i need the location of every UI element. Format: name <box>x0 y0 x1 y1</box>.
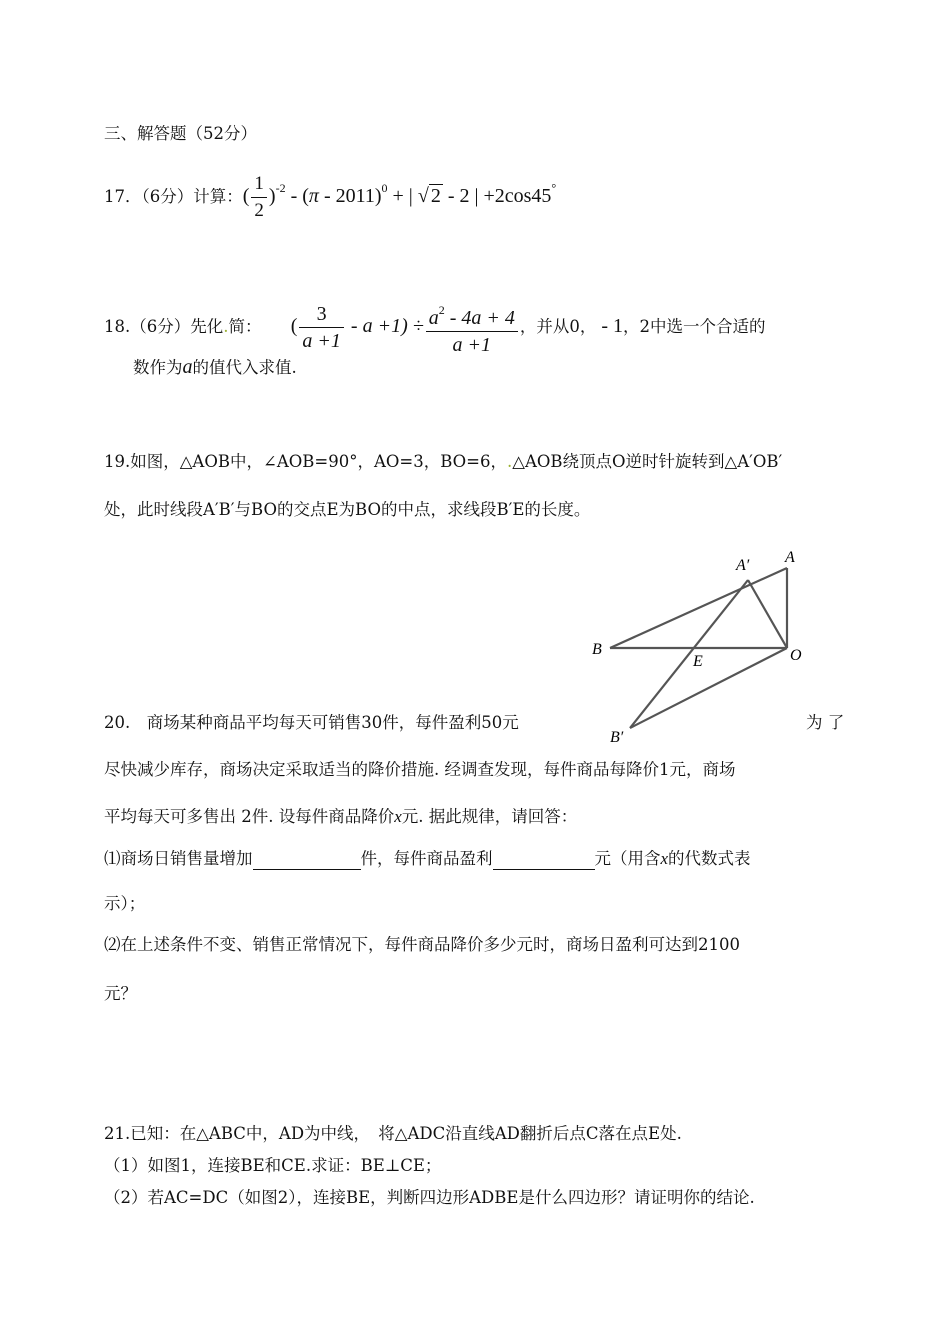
question-17 <box>104 171 556 224</box>
q17-abs-open: + | <box>387 185 418 208</box>
q20-p1-a: ⑴商场日销售量增加 <box>104 849 253 868</box>
answer-blank-profit-per-item[interactable] <box>493 849 595 870</box>
q18-num-rest: - 4a + 4 <box>444 307 515 329</box>
q18-frac1-den: a +1 <box>299 327 344 354</box>
q18-num-square: 2 <box>438 303 445 317</box>
q18-frac2-den: a +1 <box>426 331 518 358</box>
q18-var-a: a <box>182 356 193 378</box>
q18-frac1-num: 3 <box>316 303 327 325</box>
q17-cos: - 2 | +2cos45 <box>442 185 552 208</box>
q18-line2-b: 的值代入求值. <box>192 358 297 377</box>
q17-sqrt2: 2 <box>430 185 441 208</box>
q20-p1-var-x: x <box>660 849 669 868</box>
segment-Aprime-Bprime <box>630 580 748 728</box>
label-A-prime: A′ <box>736 557 750 574</box>
q18-num-a: a <box>428 307 439 329</box>
q20-line3-a: 平均每天可多售出 2件. 设每件商品降价 <box>104 807 395 826</box>
segment-A-B <box>610 568 787 648</box>
question-19-line1: 19.如图，△AOB中，∠AOB=90°，AO=3，BO=6，.△AOB绕顶点O逆时针旋转到△A′OB′ <box>104 452 783 471</box>
q18-line2-a: 数作为 <box>133 358 183 377</box>
label-O: O <box>790 647 802 664</box>
q18-after: ，并从0， <box>519 317 597 337</box>
q18-lparen: ( <box>290 315 298 338</box>
question-20-line1: 20. 商场某种商品平均每天可销售30件，每件盈利50元 <box>104 713 519 732</box>
section-title: 三、解答题（52分） <box>104 124 257 143</box>
q19-line1-b: △AOB绕顶点O逆时针旋转到△A′OB′ <box>512 452 783 471</box>
question-20-part1-end: 示）； <box>104 894 146 913</box>
question-20-part2-end: 元？ <box>104 984 137 1003</box>
q17-exp-zero: 0 <box>381 181 388 196</box>
rotation-figure <box>580 540 820 750</box>
question-21-part2: （2）若AC=DC（如图2），连接BE，判断四边形ADBE是什么四边形？请证明你的结论. <box>104 1188 755 1207</box>
question-20-line2: 尽快减少库存，商场决定采取适当的降价措施. 经调查发现，每件商品每降价1元，商场 <box>104 760 736 779</box>
q20-line3-b: 元. 据此规律，请回答： <box>401 807 578 826</box>
question-20-line1-end: 为 了 <box>806 713 845 732</box>
question-21-part1: （1）如图1，连接BE和CE.求证：BE⊥CE； <box>104 1156 442 1175</box>
q18-expression <box>290 303 520 356</box>
q17-expression: ( $\frac{1}{2}$ )$^{-2}$ - (π - 2011)$^0$ + | √ 2 - 2 | +2cos45° <box>243 185 556 207</box>
q20-p1-c: 元（用含 <box>594 849 661 868</box>
answer-blank-sales-increase[interactable] <box>253 849 361 870</box>
label-B: B <box>592 641 602 658</box>
question-19-line2: 处，此时线段A′B′与BO的交点E为BO的中点，求线段B′E的长度。 <box>104 500 591 519</box>
question-18-line2 <box>133 356 297 379</box>
q17-2011: - 2011) <box>318 185 382 208</box>
q20-var-x: x <box>394 807 402 826</box>
q17-label: 17．（6分）计算： <box>104 187 243 207</box>
segment-Aprime-O <box>748 580 787 648</box>
label-B-prime: B′ <box>610 729 624 746</box>
q18-label-2: 简： <box>228 317 262 337</box>
q17-pi: π <box>308 185 319 208</box>
q18-after-2: ，2中选一个合适的 <box>623 317 766 337</box>
q17-exp-neg2: -2 <box>275 181 286 196</box>
segment-O-Bprime <box>630 648 787 728</box>
q18-neg1: - 1 <box>596 315 624 338</box>
q17-frac-num: 1 <box>254 173 264 194</box>
label-A: A <box>785 549 795 566</box>
question-20-part2: ⑵在上述条件不变、销售正常情况下，每件商品降价多少元时，商场日盈利可达到2100 <box>104 935 740 954</box>
question-20-part1 <box>104 848 751 870</box>
question-20-line3 <box>104 806 577 828</box>
q18-label: 18.（6分）先化 <box>104 317 224 337</box>
q20-p1-d: 的代数式表 <box>668 849 751 868</box>
q19-line1-a: 19.如图，△AOB中，∠AOB=90°，AO=3，BO=6， <box>104 452 508 471</box>
q17-degree: ° <box>551 181 557 196</box>
question-21-line1: 21.已知：在△ABC中，AD为中线， 将△ADC沿直线AD翻折后点C落在点E处. <box>104 1124 682 1143</box>
q20-p1-b: 件，每件商品盈利 <box>360 849 493 868</box>
label-E: E <box>693 653 703 670</box>
question-18: 18.（6分）先化.简： ( $\frac{3}{a +1}$ - a +1) ÷ $\frac{a^2 - 4a + 4}{a +1}$ ，并从0， - 1，2中选一个合适的 <box>104 303 766 356</box>
q17-minus: - ( <box>285 185 309 208</box>
q18-middle: - a +1) ÷ <box>345 315 424 338</box>
q17-frac-den: 2 <box>251 197 267 224</box>
